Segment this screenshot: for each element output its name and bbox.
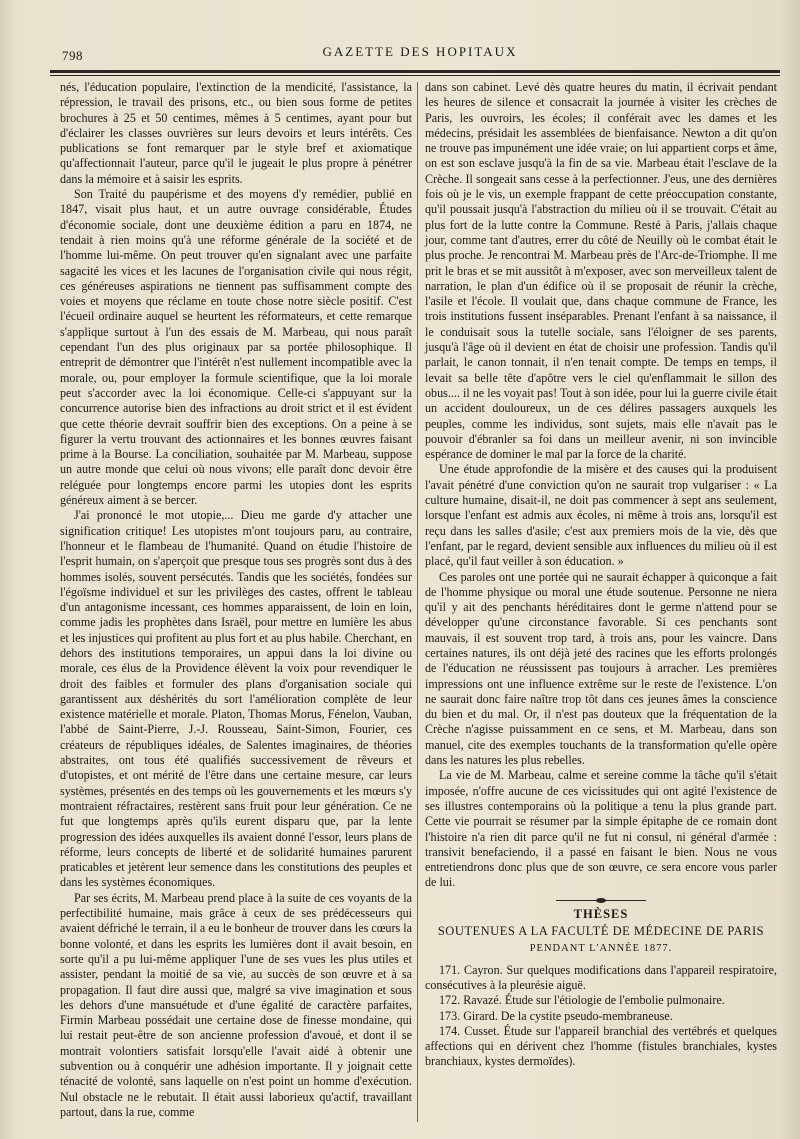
thesis-item: 173. Girard. De la cystite pseudo-membraneuse. <box>439 1008 673 1023</box>
paragraph: La vie de M. Marbeau, calme et sereine comme la tâche qu'il s'était imposée, n'offre aucune de ces vicissitudes qui ont agité l'existence de ses illustres contemporains où la politique a tenu la plus grande part. Cette vie pourrait se résumer par la simple épitaphe de ce romain dont l'histoire n'a rien dit parce qu'il ne fut ni consul, ni général d'armée : transivit benefaciendo, il a passé en faisant le bien. Nous ne vous entretiendrons donc plus que de son œuvre, ce sera encore vous parler de lui. <box>425 768 777 890</box>
section-separator <box>556 900 646 901</box>
paragraph: nés, l'éducation populaire, l'extinction de la mendicité, l'assistance, la répression, le travail des prisons, etc., ou bien sous forme de petites brochures à 25 et 50 centimes, mêmes à 5 centimes, ayant pour but d'éclairer les classes ouvrières sur leurs devoirs et leurs intérêts. Ces publications se font remarquer par le style bref et axiomatique qu'affectionnait l'auteur, parce qu'il le jugeait le plus propre à pénétrer dans la mémoire et à saisir les esprits. <box>60 80 412 186</box>
thesis-item: 174. Cusset. Étude sur l'appareil branchial des vertébrés et quelques affections qui en dérivent chez l'homme (fistules branchiales, kystes branchiaux, kystes dermoïdes). <box>425 1023 777 1069</box>
paragraph: Une étude approfondie de la misère et des causes qui la produisent l'avait pénétré d'une conviction qu'on ne saurait trop vulgariser : « La culture humaine, disait-il, ne doit pas commencer à sept ans seulement, lorsque l'enfant est admis aux écoles, ni même à trois ans, lorsqu'il est reçu dans les salles d'asile; c'est aux premiers mois de la vie, dès que l'enfant, par le regard, devient sensible aux influences du milieu où il est placé, qu'il faut veiller à son éducation. » <box>425 462 777 569</box>
column-divider <box>417 82 418 1122</box>
theses-subtitle: SOUTENUES A LA FACULTÉ DE MÉDECINE DE PARIS <box>437 924 765 939</box>
paragraph: Son Traité du paupérisme et des moyens d'y remédier, publié en 1847, visait plus haut, et un autre ouvrage considérable, Études d'économie sociale, dont une deuxième édition a paru en 1874, ne tendait à rien moins qu'à une réforme générale de la société et de l'homme lui-même. On peut trouver qu'en signalant avec une parfaite sagacité les vices et les lacunes de l'organisation civile qui nous régit, ces généreuses aspirations ne tiennent pas suffisamment compte des voies et moyens que réclame en toute chose notre siècle positif. C'est l'écueil ordinaire auquel se heurtent les réformateurs, et cette remarque s'applique surtout à l'un des essais de M. Marbeau, qui nous paraît cependant l'un des plus originaux par sa portée philosophique. Il entreprit de démontrer que l'intérêt n'est nullement incompatible avec la morale, ou, pour employer la formule scientifique, que la loi morale peut s'accorder avec la loi économique. Celle-ci s'appuyant sur la concurrence autorise bien des infractions au droit strict et il est évident que cette théorie devrait souffrir bien des exceptions. On a peine à se figurer la vertu trouvant des actionnaires et les bonnes œuvres faisant prime à la Bourse. La conciliation, souhaitée par M. Marbeau, suppose un autre monde que celui où nous vivons; elle paraît donc devoir être reléguée pour longtemps encore parmi les utopies dont les esprits généreux aiment à se bercer. <box>60 187 412 508</box>
thesis-item: 172. Ravazé. Étude sur l'étiologie de l'embolie pulmonaire. <box>439 993 725 1008</box>
journal-title: GAZETTE DES HOPITAUX <box>322 44 518 59</box>
page-edge-shadow <box>780 0 800 1139</box>
theses-period: PENDANT L'ANNÉE 1877. <box>529 943 673 955</box>
header-rule-thin <box>50 75 780 76</box>
paragraph: J'ai prononcé le mot utopie,... Dieu me garde d'y attacher une signification critique! Les utopistes m'ont toujours paru, au contraire, l'honneur et le flambeau de l'humanité. Quand on étudie l'histoire de l'esprit humain, on s'aperçoit que presque tous ses progrès sont dus à des hommes isolés, souvent persécutés. Tandis que les sociétés, fondées sur l'égoïsme individuel et sur les privilèges des castes, offrent le tableau d'un antagonisme incessant, ces hommes apparaissent, de loin en loin, comme jadis les prophètes dans Israël, pour mettre en lumière les abus et les injustices qui profitent au plus fort et au plus habile. Cherchant, en dehors des institutions temporaires, un appui dans la loi divine ou morale, ces élus de la Providence élèvent la voix pour revendiquer le droit des faibles et formuler des plans d'organisation sociale qui garantissent aux déshérités du sort l'amélioration complète de leur existence matérielle et morale. Platon, Thomas Morus, Fénelon, Vauban, l'abbé de Saint-Pierre, J.-J. Rousseau, Saint-Simon, Fourier, ces créateurs de républiques idéales, de Salentes imaginaires, de théories abstraites, ont tous été qualifiés successivement de rêveurs et d'utopistes, et ont mérité de l'être dans une certaine mesure, car leurs systèmes, présentés en des temps où les gouvernements et les mœurs s'y montraient réfractaires, restèrent sans fruit pour leur génération. Ce ne fut que longtemps après qu'ils eurent disparu que, par la lente progression des idées auxquelles ils avaient donné l'essor, leurs plans de réforme, leurs concepts de liberté et de solidarité humaines parurent praticables et jetèrent leur semence dans les constitutions des peuples et dans les systèmes économiques. <box>60 508 412 890</box>
header-rule <box>50 70 780 73</box>
paragraph: Ces paroles ont une portée qui ne saurait échapper à quiconque a fait de l'homme physique ou moral une étude soutenue. Personne ne niera qu'il y ait des penchants héréditaires dont le germe n'attend pour se développer qu'une circonstance favorable. Si ces penchants sont mauvais, il est souvent trop tard, à trois ans, pour les vaincre. Dans certaines natures, ils ont déjà jeté des racines que les efforts prolongés de l'éducation ne réussissent pas toujours à arracher. Les premières impressions ont une influence extrême sur le reste de l'existence. L'on ne saurait donc faire naître trop tôt dans ces jeunes âmes la conscience du bien et du mal. Or, il n'est pas douteux que la fréquentation de la Crèche n'agisse puissamment en ce sens, et M. Marbeau, dans son manuel, cite des exemples touchants de la transformation qu'elle opère dans les natures les plus rebelles. <box>425 569 777 768</box>
page-header <box>50 40 790 70</box>
thesis-item: 171. Cayron. Sur quelques modifications dans l'appareil respiratoire, consécutives à la pleurésie aiguë. <box>425 962 777 992</box>
paragraph: Par ses écrits, M. Marbeau prend place à la suite de ces voyants de la perfectibilité humaine, mais grâce à ceux de ses prédécesseurs qui avaient défriché le terrain, il a eu le bonheur de trouver dans les cœurs la bonne volonté, et dans les esprits les lumières dont il avait besoin, en sorte qu'il a pu lui-même appliquer l'une de ses vues les plus utiles et assister, pendant la moitié de sa vie, au succès de son œuvre et à sa propagation. Il faut dire aussi que, malgré sa vive imagination et sous les dehors d'une mansuétude et d'une égalité de caractère parfaites, Firmin Marbeau possédait une certaine dose de finesse mondaine, qui lui restait peut-être de son ancienne profession d'avoué, et dont il se montrait volontiers satisfait lorsqu'elle l'avait aidé à obtenir une subvention ou à conquérir une adhésion importante. Il y joignait cette ténacité de volonté, sans laquelle on n'est point un homme d'exécution. Nul obstacle ne le rebutait. Il était aussi laborieux qu'actif, travaillant partout, dans la rue, comme <box>60 890 412 1119</box>
left-column <box>60 80 412 1120</box>
page-number: 798 <box>62 48 83 63</box>
paragraph: dans son cabinet. Levé dès quatre heures du matin, il écrivait pendant les heures de silence et consacrait la journée à visiter les crèches de Paris, les ouvroirs, les écoles; il conférait avec les dames et les médecins, présidait les assemblées de bienfaisance. Newton a dit qu'on ne trouve pas impunément une idée vraie; on lui appartient corps et âme, on est son esclave jusqu'à la fin de sa vie. Marbeau était l'esclave de la Crèche. Il songeait sans cesse à la perfectionner. J'eus, une des dernières fois où je le vis, un exemple frappant de cette préoccupation constante, qu'il poussait jusqu'à l'abstraction du milieu où il se trouvait. C'était au plus fort de la lutte contre la Commune. Resté à Paris, j'allais chaque jour, comme tant d'autres, errer du côté de Neuilly où le combat était le plus proche. Je rencontrai M. Marbeau près de l'Arc-de-Triomphe. Il me prit le bras et se mit aussitôt à m'exposer, avec son merveilleux talent de narration, le plan d'un édifice où il se proposait de réunir la crèche, l'asile et l'école. Il voulait que, dans chaque commune de France, les trois institutions fussent inséparables. Prenant l'enfant à sa naissance, il le conduisait sous la tutelle sociale, sans l'éloigner de ses parents, jusqu'à l'âge où il devient en état de choisir une profession. Tandis qu'il parlait, le canon tonnait, il n'en tenait compte. De temps en temps, il levait sa belle tête d'apôtre vers le ciel qu'enflammait le sillon des obus.... il ne les voyait pas! Tout à son idée, pour lui la guerre civile était un accident douloureux, un de ces délires passagers auxquels les peuples, comme les individus, sont sujets, mais elle n'avait pas le pouvoir d'ébranler sa foi dans un meilleur avenir, ni son invincible espérance de dominer le mal par la force de la charité. <box>425 80 777 462</box>
theses-title: THÈSES <box>573 906 629 921</box>
right-column <box>425 80 777 1070</box>
